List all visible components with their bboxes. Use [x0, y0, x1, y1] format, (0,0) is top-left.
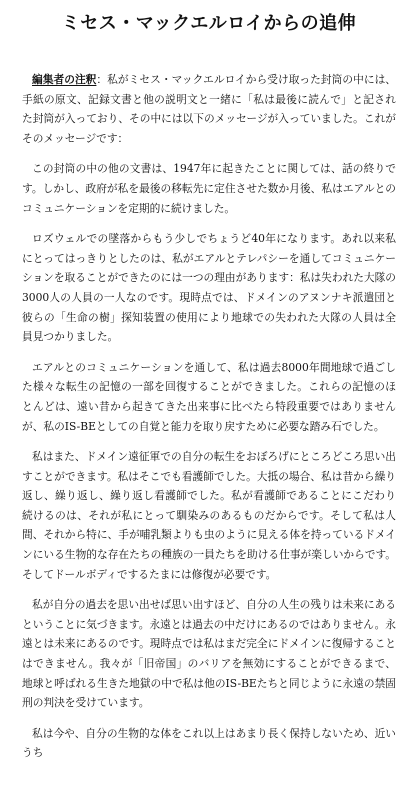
body-paragraph-6: 私は今や、自分の生物的な体をこれ以上はあまり長く保持しないため、近いうち [22, 726, 396, 760]
page-title: ミセス・マックエルロイからの追伸 [61, 13, 357, 34]
body-paragraph-1: この封筒の中の他の文書は、1947年に起きたことに関しては、話の終りです。しかし、政府が私を最後の移転先に定住させた数か月後、私はエアルとのコミュニケーションを定期的に続けました。 [22, 162, 396, 215]
editor-note-paragraph [22, 70, 396, 148]
body-paragraph-4: 私はまた、ドメイン遠征軍での自分の転生をおぼろげにところどころ思い出すことができます。私はそこでも看護師でした。大抵の場合、私は昔から繰り返し、繰り返し、繰り返し看護師でした。私が看護師であることにこだわり続けるのは、それが私にとって馴染みのあるものだからです。そして私は人間、それから特に、手が哺乳類よりも虫のように見える体を持っているドメインにいる生物的な存在たちの種族の一員たちを助ける仕事が楽しいからです。そしてドールボディでするたまには修復が必要です。 [22, 450, 396, 581]
body-paragraph-2: ロズウェルでの墜落からもう少しでちょうど40年になります。あれ以来私にとってはっきりとしたのは、私がエアルとテレパシーを通してコミュニケーションを取ることができたのには一つの理由があります：私は失われた大隊の3000人の人員の一人なのです。現時点では、ドメインのアヌンナキ派遣団と彼らの「生命の樹」探知装置の使用により地球での失われた大隊の人員は全員見つかりました。 [22, 232, 396, 344]
body-paragraph-3: エアルとのコミュニケーションを通して、私は過去8000年間地球で過ごした様々な転生の記憶の一部を回復することができました。これらの記憶のほとんどは、遠い昔から起きてきた出来事に比べたら特段重要ではありませんが、私のIS-BEとしての自覚と能力を取り戻すために必要な踏み石でした。 [22, 360, 396, 433]
editor-note-text: ：私がミセス・マックエルロイから受け取った封筒の中には、手紙の原文、記録文書と他の説明文と一緒に「私は最後に読んで」と記された封筒が入っており、その中には以下のメッセージが入っていました。これがそのメッセージです： [22, 73, 396, 145]
body-paragraph-5: 私が自分の過去を思い出せば思い出すほど、自分の人生の残りは未来にあるということに気づきます。永遠とは過去の中だけにあるのではありません。永遠とは未来にあるのです。現時点では私はまだ完全にドメインに復帰することはできません。我々が「旧帝国」のバリアを無効にすることができるまで、地球と呼ばれる生きた地獄の中で私は他のIS-BEたちと同じように永遠の禁固刑の判決を受けています。 [22, 598, 396, 710]
editor-note-label: 編集者の注釈 [32, 73, 97, 86]
